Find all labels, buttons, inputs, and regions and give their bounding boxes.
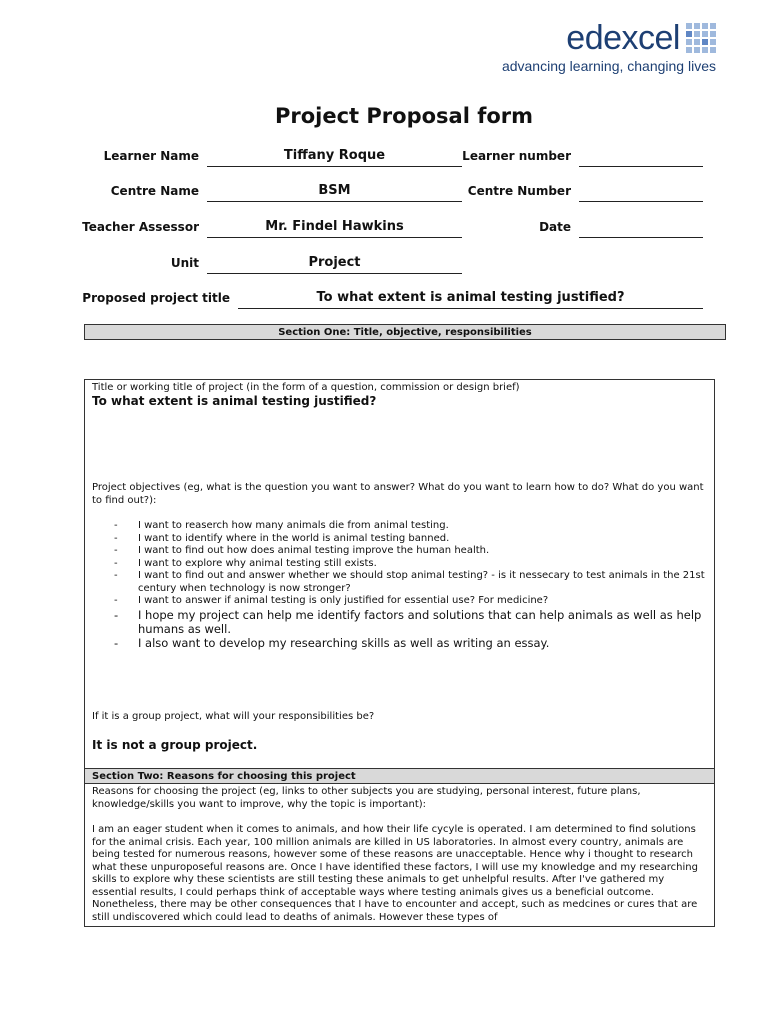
- objectives-list: [92, 520, 707, 650]
- unit-field[interactable]: Project: [207, 254, 462, 274]
- logo-wordmark: edexcel: [566, 19, 680, 57]
- title-prompt: Title or working title of project (in the form of a question, commission or design brief): [92, 382, 520, 393]
- list-item: - I want to find out and answer whether we should stop animal testing? - is it nessecary to test animals in the 21st century when technology is now stronger?: [92, 570, 707, 595]
- proposal-content-box: [84, 379, 715, 927]
- centre-number-label: Centre Number: [467, 184, 571, 198]
- list-item: - I want to explore why animal testing still exists.: [92, 558, 707, 571]
- teacher-assessor-field[interactable]: Mr. Findel Hawkins: [207, 218, 462, 238]
- date-field[interactable]: [579, 218, 703, 238]
- learner-name-label: Learner Name: [103, 149, 199, 163]
- title-answer[interactable]: To what extent is animal testing justified?: [92, 394, 377, 408]
- centre-name-field[interactable]: BSM: [207, 182, 462, 202]
- project-title-field[interactable]: To what extent is animal testing justified?: [238, 289, 703, 309]
- section-one-heading: Section One: Title, objective, responsibilities: [84, 324, 726, 340]
- list-item: - I want to answer if animal testing is only justified for essential use? For medicine?: [92, 595, 707, 608]
- learner-number-label: Learner number: [462, 149, 571, 163]
- reasons-answer[interactable]: I am an eager student when it comes to animals, and how their life cycyle is operated. I am determined to find solutions for the animal crisis. Each year, 100 million animals are killed in US laboratories. In almost every country, animals are being tested for numerous reasons, however some of these reasons are unacceptable. Hence why i thought to research what these unpuroposeful reasons are. Once I have identified these factors, I will use my knowledge and my researching skills to explore why these scientists are still testing these animals to get unhelpful results. After I've gathered my essential results, I could perhaps think of acceptable ways where testing animals gives us a beneficial outcome. Nonetheless, there may be other consequences that I have to encounter and accept, such as medcines or cures that are still undiscovered which could lead to deaths of animals. However these types of: [92, 824, 698, 923]
- teacher-assessor-label: Teacher Assessor: [82, 220, 199, 234]
- list-item: - I want to reaserch how many animals die from animal testing.: [92, 520, 707, 533]
- project-title-label: Proposed project title: [82, 291, 230, 305]
- logo-grid-icon: [686, 23, 716, 53]
- list-item: - I want to identify where in the world is animal testing banned.: [92, 533, 707, 546]
- group-answer[interactable]: It is not a group project.: [92, 738, 258, 752]
- reasons-prompt: Reasons for choosing the project (eg, links to other subjects you are studying, personal interest, future plans, knowledge/skills you want to improve, why the topic is important):: [92, 786, 641, 810]
- learner-name-field[interactable]: Tiffany Roque: [207, 147, 462, 167]
- list-item: - I also want to develop my researching skills as well as writing an essay.: [92, 636, 707, 650]
- logo-tagline: advancing learning, changing lives: [501, 58, 716, 74]
- list-item: - I want to find out how does animal testing improve the human health.: [92, 545, 707, 558]
- section-two-heading: Section Two: Reasons for choosing this project: [85, 768, 714, 784]
- objectives-prompt: Project objectives (eg, what is the question you want to answer? What do you want to learn how to do? What do you want to find out?):: [92, 482, 704, 506]
- page-title: Project Proposal form: [274, 104, 534, 128]
- list-item: - I hope my project can help me identify factors and solutions that can help animals as well as help humans as well.: [92, 608, 707, 636]
- centre-number-field[interactable]: [579, 182, 703, 202]
- learner-number-field[interactable]: [579, 147, 703, 167]
- unit-label: Unit: [170, 256, 199, 270]
- edexcel-logo: [501, 18, 716, 78]
- centre-name-label: Centre Name: [110, 184, 199, 198]
- date-label: Date: [539, 220, 571, 234]
- group-prompt: If it is a group project, what will your responsibilities be?: [92, 711, 375, 722]
